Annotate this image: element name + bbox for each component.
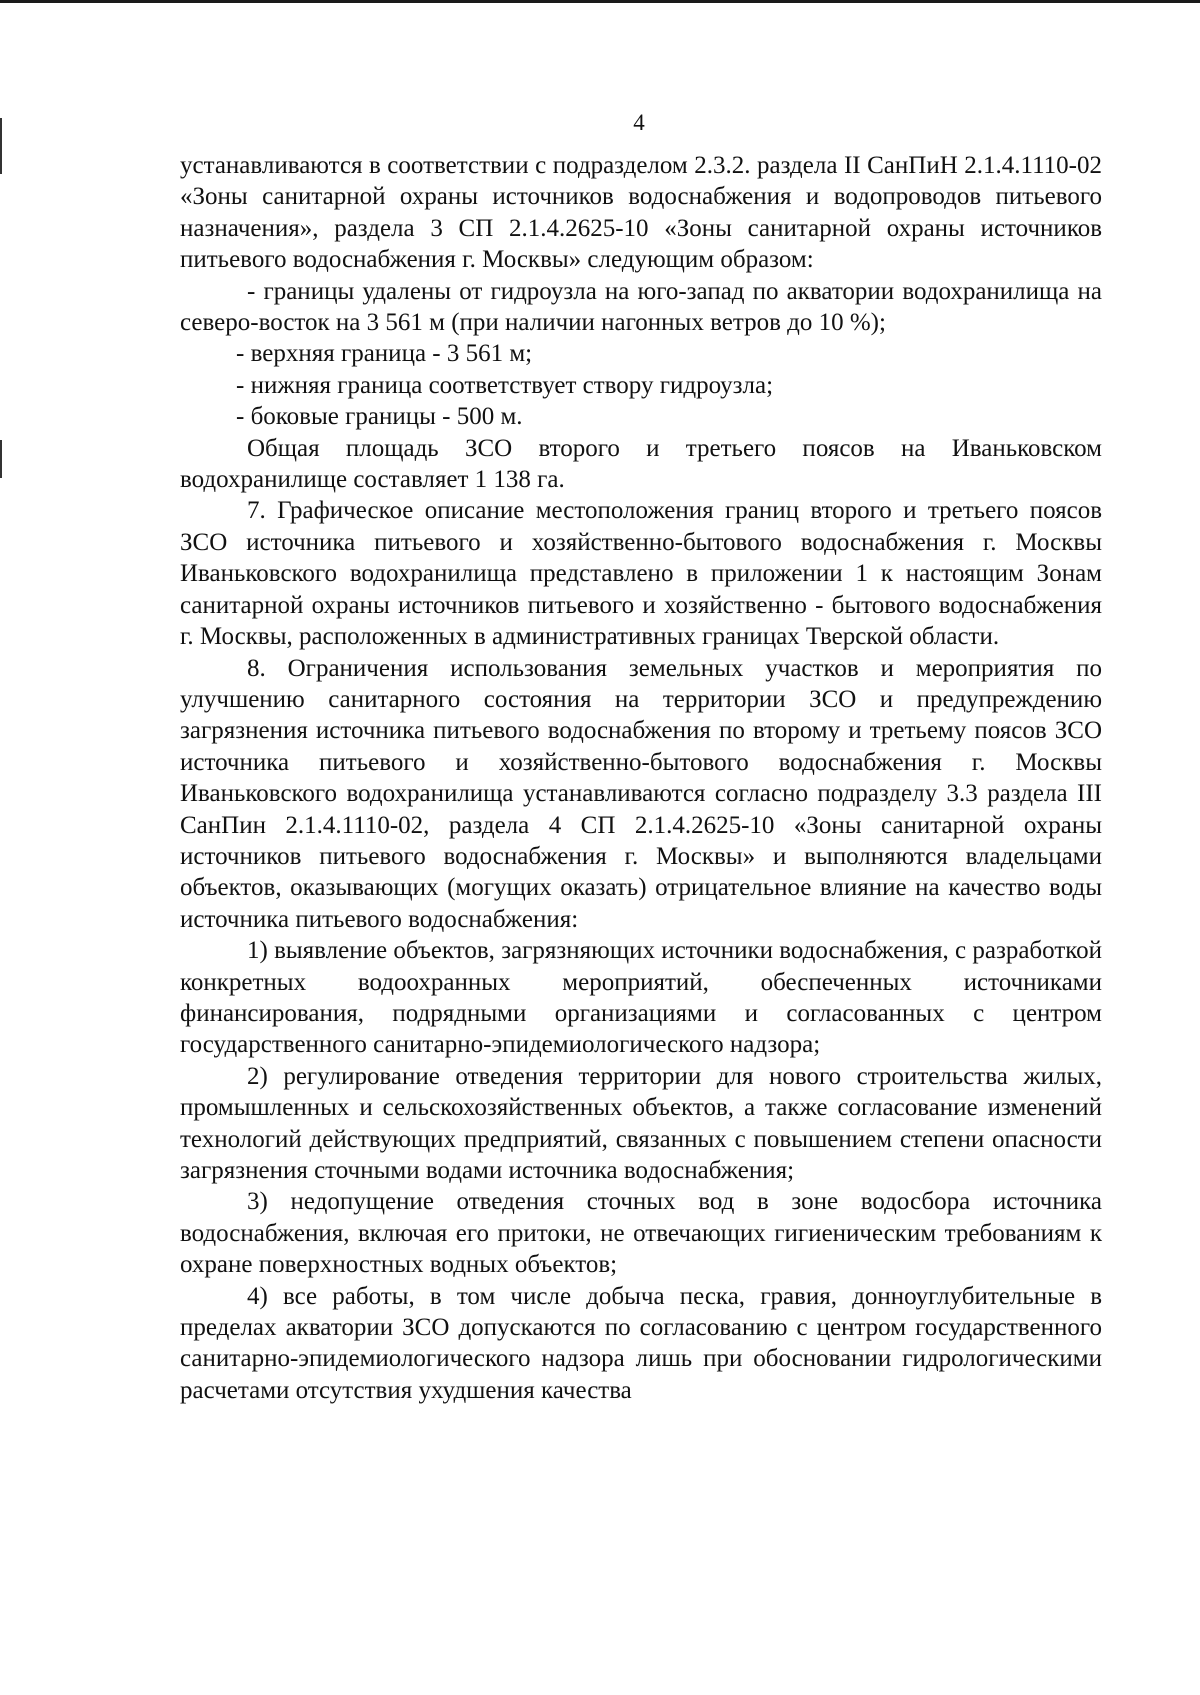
paragraph: 7. Графическое описание местоположения границ второго и третьего поясов ЗСО источника питьевого и хозяйственно-бытового водоснабжения г. Москвы Иваньковского водохранилища представлено в приложении 1 к настоящим Зонам санитарной охраны источников питьевого и хозяйственно - бытового водоснабжения г. Москвы, расположенных в административных границах Тверской области. bbox=[180, 497, 1102, 651]
paragraph: - границы удалены от гидроузла на юго-запад по акватории водохранилища на северо-восток на 3 561 м (при наличии нагонных ветров до 10 %); bbox=[180, 277, 1102, 337]
paragraph: Общая площадь ЗСО второго и третьего поясов на Иваньковском водохранилище составляет 1 138 га. bbox=[180, 434, 1102, 494]
list-item: - боковые границы - 500 м. bbox=[236, 403, 523, 431]
paragraph: устанавливаются в соответствии с подразделом 2.3.2. раздела II СанПиН 2.1.4.1110-02 «Зоны санитарной охраны источников водоснабжения и водопроводов питьевого назначения», раздела 3 СП 2.1.4.2625-10 «Зоны санитарной охраны источников питьевого водоснабжения г. Москвы» следующим образом: bbox=[180, 152, 1102, 274]
list-item: - нижняя граница соответствует створу гидроузла; bbox=[236, 371, 774, 399]
page-number: 4 bbox=[633, 110, 645, 135]
paragraph: 1) выявление объектов, загрязняющих источники водоснабжения, с разработкой конкретных водоохранных мероприятий, обеспеченных источниками финансирования, подрядными организациями и согласованных с центром государственного санитарно-эпидемиологического надзора; bbox=[180, 937, 1102, 1059]
paragraph: 4) все работы, в том числе добыча песка, гравия, донноуглубительные в пределах акватории ЗСО допускаются по согласованию с центром государственного санитарно-эпидемиологического надзора лишь при обосновании гидрологическими расчетами отсутствия ухудшения качества bbox=[180, 1282, 1102, 1404]
top-border-line bbox=[0, 0, 1200, 3]
paragraph: 8. Ограничения использования земельных участков и мероприятия по улучшению санитарного состояния на территории ЗСО и предупреждению загрязнения источника питьевого водоснабжения по второму и третьему поясов ЗСО источника питьевого и хозяйственно-бытового водоснабжения г. Москвы Иваньковского водохранилища устанавливаются согласно подразделу 3.3 раздела III СанПин 2.1.4.1110-02, раздела 4 СП 2.1.4.2625-10 «Зоны санитарной охраны источников питьевого водоснабжения г. Москвы» и выполняются владельцами объектов, оказывающих (могущих оказать) отрицательное влияние на качество воды источника питьевого водоснабжения: bbox=[180, 654, 1102, 933]
document-body bbox=[180, 150, 1102, 1406]
list-item: - верхняя граница - 3 561 м; bbox=[236, 340, 533, 368]
scan-edge-mark bbox=[0, 440, 2, 478]
paragraph: 3) недопущение отведения сточных вод в зоне водосбора источника водоснабжения, включая его притоки, не отвечающих гигиеническим требованиям к охране поверхностных водных объектов; bbox=[180, 1188, 1102, 1279]
paragraph: 2) регулирование отведения территории для нового строительства жилых, промышленных и сельскохозяйственных объектов, а также согласование изменений технологий действующих предприятий, связанных с повышением степени опасности загрязнения сточными водами источника водоснабжения; bbox=[180, 1062, 1102, 1184]
